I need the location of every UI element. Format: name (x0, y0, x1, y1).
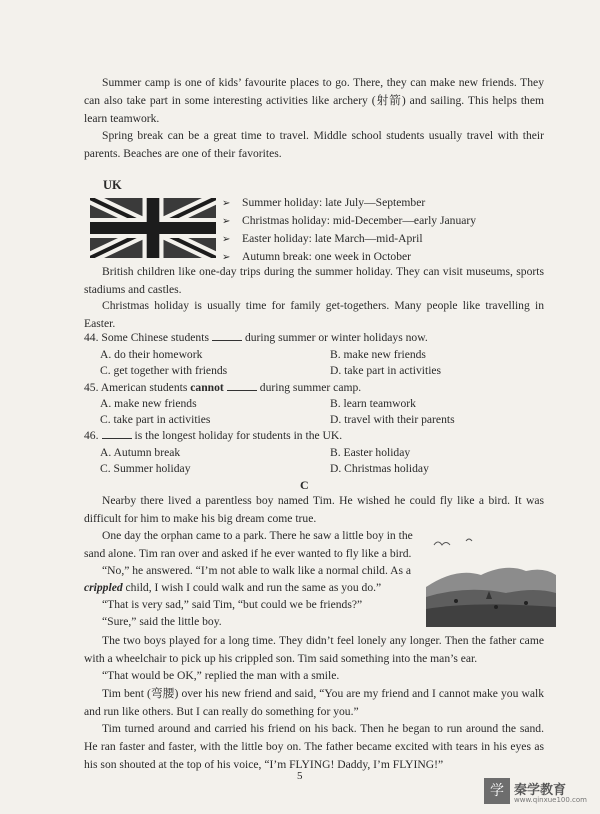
crippled-word: crippled (84, 581, 123, 594)
option-44-c: C. get together with friends (100, 364, 228, 377)
option-44-d: D. take part in activities (330, 364, 442, 377)
story-paragraph-9: Tim turned around and carried his friend on his back. Then he began to run around the sand. He ran faster and faster, with the little boy on. The father became excited with tears in his eyes as his son shouted at the top of his voice, “I’m FLYING! Daddy, I’m FLYING!” (84, 722, 544, 771)
story-paragraph-3-line-1: “No,” he answered. “I’m not able to walk like a normal child. As a (102, 564, 412, 577)
option-45-b: B. learn teamwork (330, 397, 416, 410)
story-paragraph-4: “That is very sad,” said Tim, “but could we be friends?” (102, 598, 363, 611)
list-item: ➢ Christmas holiday: mid-December—early January (222, 212, 476, 230)
uk-holiday-list (222, 194, 476, 266)
question-44: 44. Some Chinese students during summer or winter holidays now. (84, 331, 428, 344)
beach-illustration (426, 527, 556, 627)
story-paragraph-1: Nearby there lived a parentless boy named Tim. He wished he could fly like a bird. It was difficult for him to make his big dream come true. (84, 494, 544, 525)
arrow-bullet-icon: ➢ (222, 252, 231, 263)
page-number: 5 (297, 770, 303, 782)
answer-blank (212, 330, 242, 341)
watermark-url: www.qinxue100.com (514, 796, 588, 804)
arrow-bullet-icon: ➢ (222, 198, 231, 209)
option-46-d: D. Christmas holiday (330, 462, 429, 475)
option-44-b: B. make new friends (330, 348, 426, 361)
list-item: ➢ Autumn break: one week in October (222, 248, 476, 266)
option-45-c: C. take part in activities (100, 413, 211, 426)
answer-blank (102, 428, 132, 439)
paragraph-spring-break: Spring break can be a great time to travel. Middle school students usually travel with their parents. Beaches are one of their favorites. (84, 129, 544, 160)
arrow-bullet-icon: ➢ (222, 234, 231, 245)
answer-blank (227, 380, 257, 391)
uk-flag-icon (90, 198, 216, 258)
list-item: ➢ Summer holiday: late July—September (222, 194, 476, 212)
story-paragraph-2-line-1: One day the orphan came to a park. There he saw a little boy in the (102, 529, 413, 542)
story-paragraph-3-line-2: crippled child, I wish I could walk and run the same as you do.” (84, 581, 382, 594)
option-46-b: B. Easter holiday (330, 446, 411, 459)
story-paragraph-6: The two boys played for a long time. They didn’t feel lonely any longer. Then the father came with a wheelchair to pick up his crippled son. Tim said something into the man’s ear. (84, 634, 544, 665)
section-c-heading: C (300, 478, 309, 492)
option-46-c: C. Summer holiday (100, 462, 191, 475)
uk-heading: UK (103, 178, 122, 192)
paragraph-christmas: Christmas holiday is usually time for family get-togethers. Many people like travelling in Easter. (84, 299, 544, 330)
watermark-logo (484, 778, 588, 808)
question-46: 46. is the longest holiday for students in the UK. (84, 429, 343, 442)
logo-icon: 学 (484, 778, 510, 804)
option-46-a: A. Autumn break (100, 446, 181, 459)
question-45: 45. American students cannot during summer camp. (84, 381, 362, 394)
story-paragraph-2-line-2: sand alone. Tim ran over and asked if he ever wanted to fly like a bird. (84, 547, 412, 560)
paragraph-summer-camp: Summer camp is one of kids’ favourite places to go. There, they can make new friends. They can also take part in some interesting activities like archery (射箭) and sailing. This helps them learn teamwork. (84, 76, 544, 125)
story-paragraph-5: “Sure,” said the little boy. (102, 615, 222, 628)
arrow-bullet-icon: ➢ (222, 216, 231, 227)
option-45-a: A. make new friends (100, 397, 197, 410)
option-44-a: A. do their homework (100, 348, 203, 361)
option-45-d: D. travel with their parents (330, 413, 455, 426)
watermark-name: 秦学教育 (514, 783, 567, 798)
story-paragraph-7: “That would be OK,” replied the man with a smile. (102, 669, 340, 682)
list-item: ➢ Easter holiday: late March—mid-April (222, 230, 476, 248)
story-paragraph-8: Tim bent (弯腰) over his new friend and said, “You are my friend and I cannot make you walk and run like others. But I can really do something for you.” (84, 687, 544, 718)
paragraph-british-children: British children like one-day trips during the summer holiday. They can visit museums, sports stadiums and castles. (84, 265, 544, 296)
